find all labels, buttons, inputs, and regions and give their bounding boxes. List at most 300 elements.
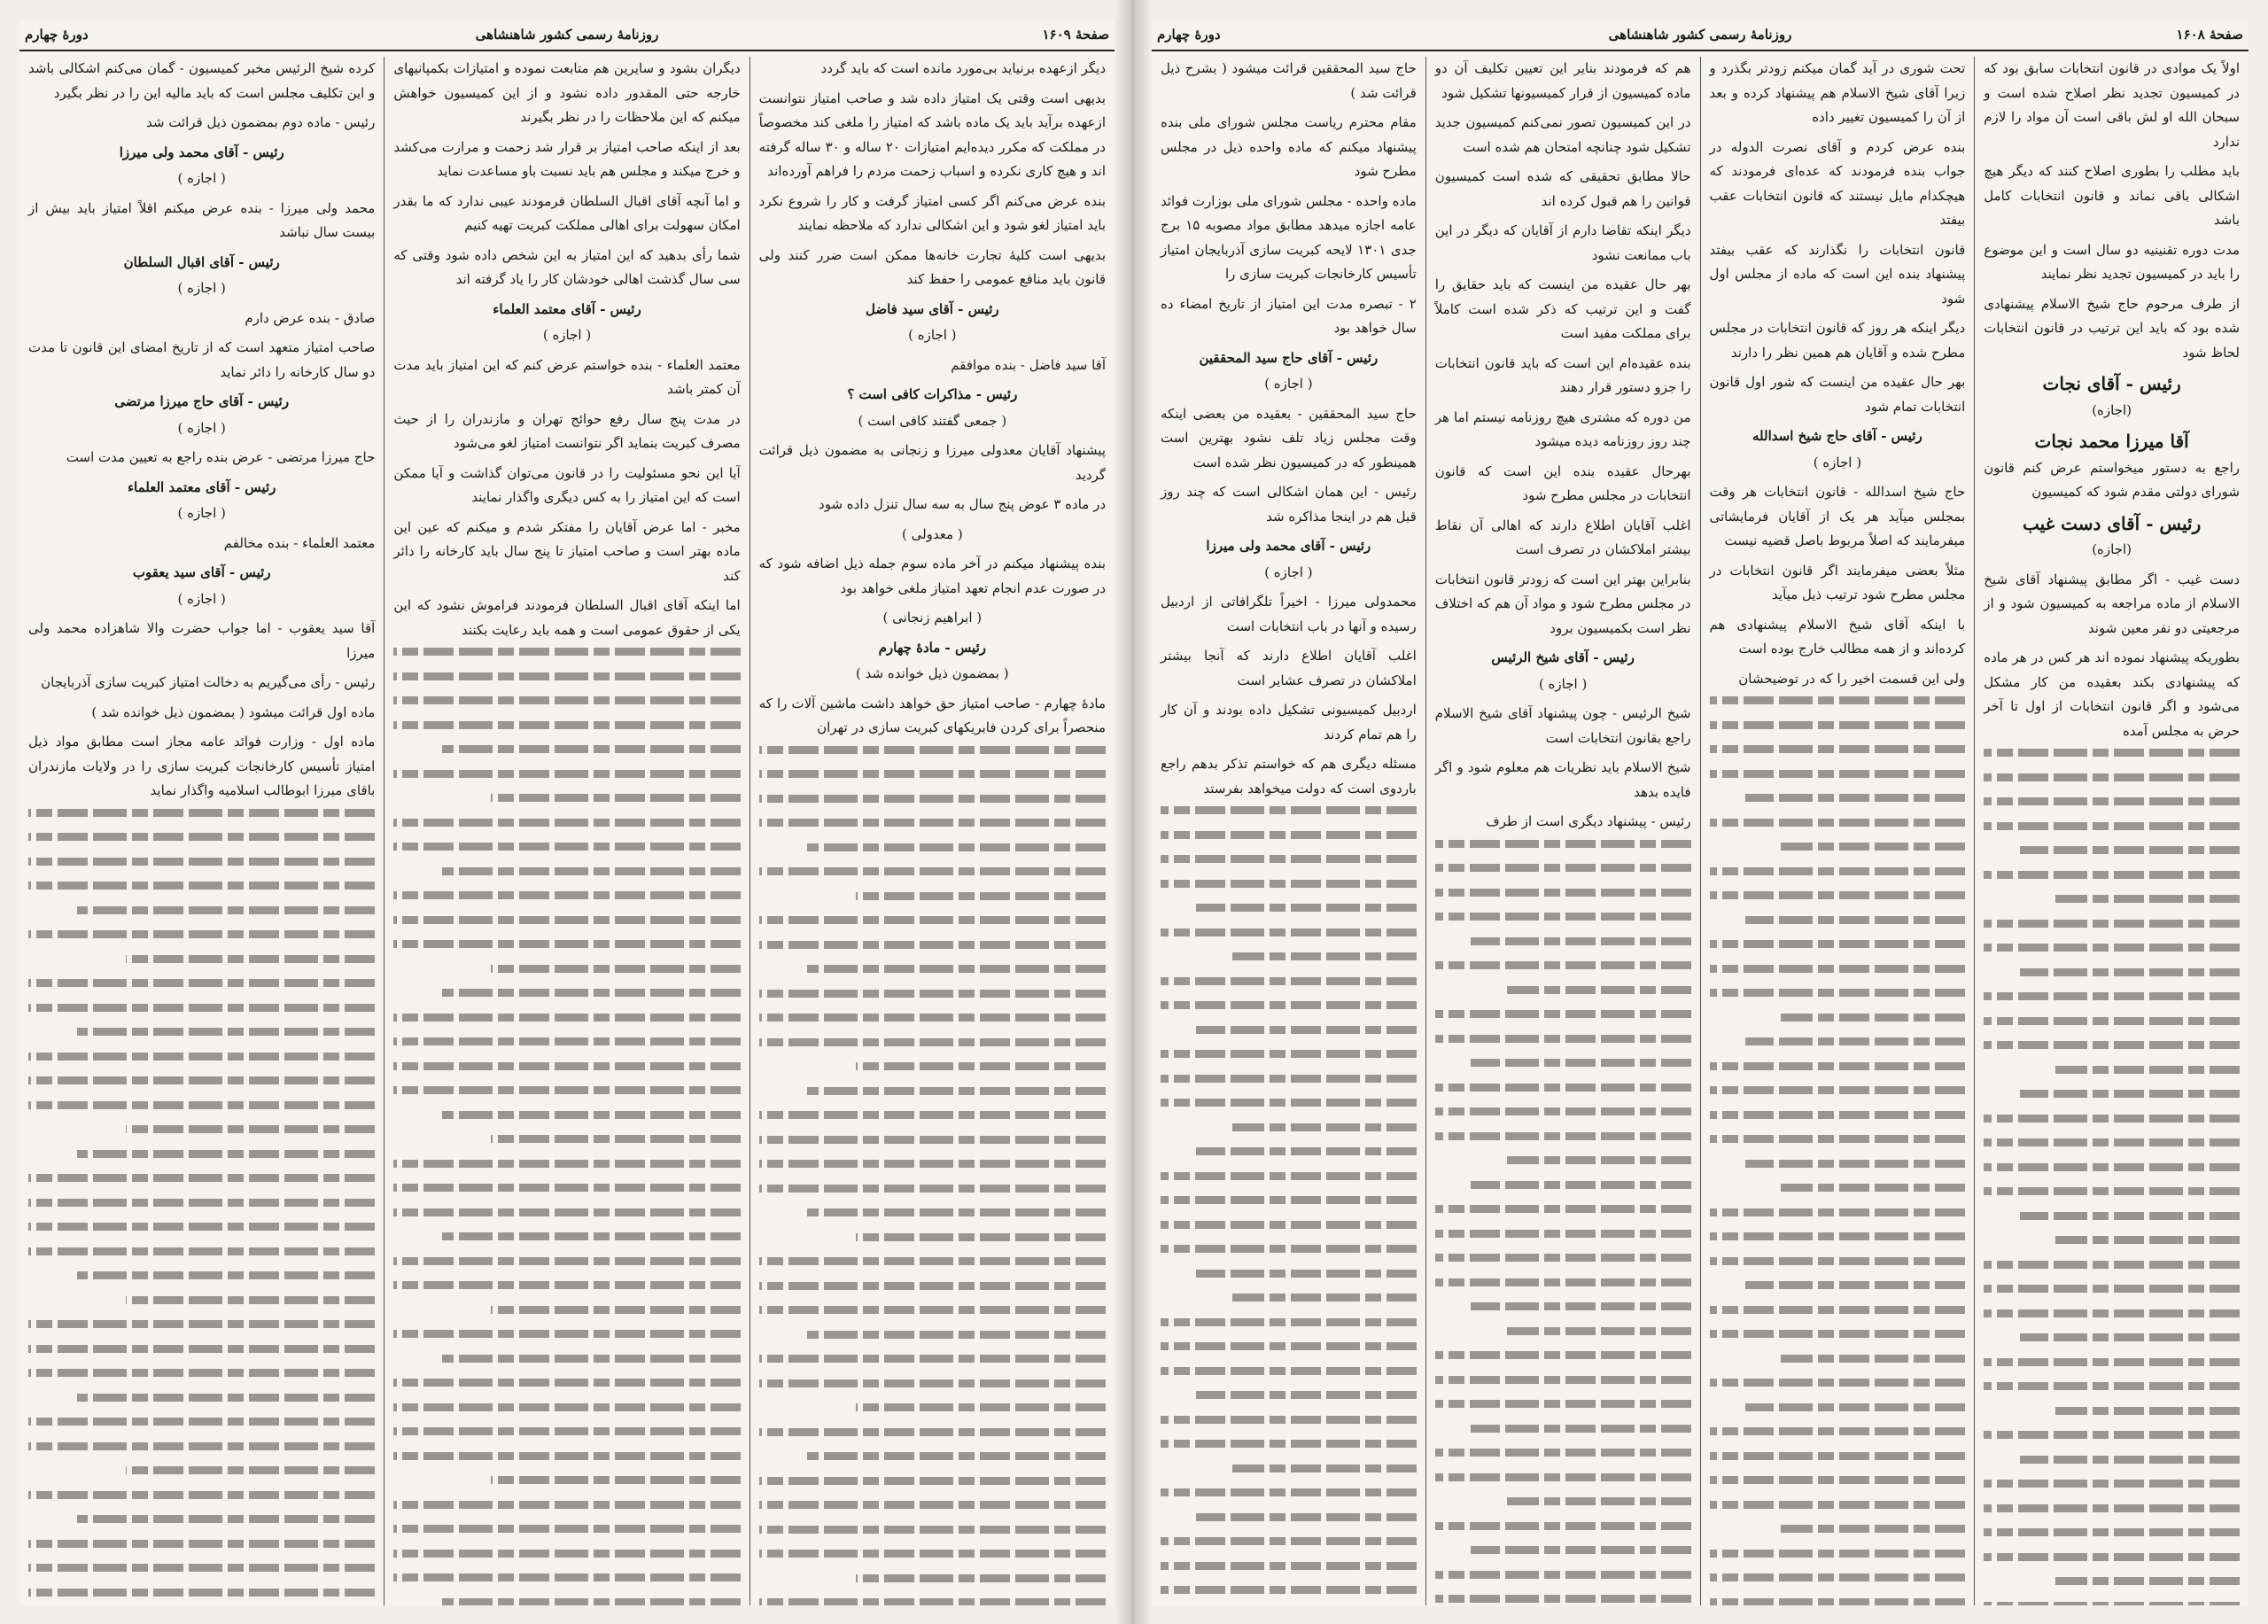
permission-note: ( جمعی گفتند کافی است )	[858, 412, 1007, 429]
print-line-texture	[1745, 916, 1965, 924]
print-line-texture	[1984, 1017, 2240, 1025]
print-line-texture	[1710, 1427, 1966, 1435]
print-line-texture	[1161, 1050, 1417, 1058]
page-gutter	[1115, 0, 1152, 1624]
print-line-texture	[77, 1394, 376, 1402]
print-line-texture	[759, 819, 1106, 827]
right-page-columns	[1152, 57, 2249, 1605]
print-line-texture	[1161, 1099, 1417, 1107]
paragraph: قانون انتخابات را نگذارند که عقب بیفتد پیشنهاد بنده این است که ماده از مجلس اول شود	[1709, 241, 1966, 307]
print-line-texture	[759, 1379, 1106, 1387]
print-line-texture	[1435, 961, 1691, 969]
print-line-texture	[1161, 929, 1417, 936]
right-page-header	[1152, 19, 2249, 51]
print-line-texture	[759, 770, 1106, 778]
print-line-texture	[442, 1111, 741, 1119]
print-line-texture	[1710, 1232, 1966, 1240]
print-line-texture	[393, 696, 740, 704]
print-line-texture	[2020, 1212, 2240, 1220]
newspaper-title: روزنامهٔ رسمی کشور شاهنشاهی	[475, 27, 659, 43]
print-line-texture	[1507, 1156, 1691, 1164]
print-line-texture	[393, 672, 740, 680]
print-line-texture	[1745, 1281, 1965, 1289]
print-line-texture	[28, 1442, 375, 1450]
print-line-texture	[393, 1550, 740, 1558]
print-line-texture	[1984, 920, 2240, 928]
print-line-texture	[1435, 1522, 1691, 1530]
print-line-texture	[1710, 1501, 1966, 1509]
paragraph: مثلاً بعضی میفرمایند اگر قانون انتخابات در مجلس مطرح شود ترتیب ذیل میآید	[1709, 562, 1966, 602]
print-line-texture	[1161, 1416, 1417, 1424]
print-line-texture	[28, 1369, 375, 1377]
print-line-texture	[1745, 1403, 1965, 1411]
newspaper-title: روزنامهٔ رسمی کشور شاهنشاهی	[1608, 27, 1792, 43]
print-line-texture	[393, 1525, 740, 1533]
text-column	[1152, 57, 1425, 1605]
period-label: دورهٔ چهارم	[1157, 27, 1221, 43]
print-line-texture	[491, 794, 741, 802]
speaker-heading: رئیس - آقای اقبال السلطان	[123, 253, 280, 270]
print-line-texture	[1196, 1513, 1416, 1521]
print-line-texture	[759, 746, 1106, 754]
paragraph: با اینکه آقای شیخ الاسلام پیشنهادی هم کرده‌اند و از همه مطالب خارج بوده است	[1709, 616, 1966, 657]
paragraph: هم که فرمودند بنایر این تعیین تکلیف آن دو ماده کمیسیون از قرار کمیسیونها تشکیل شود	[1434, 60, 1691, 101]
paragraph: حالا مطابق تحقیقی که شده است کمیسیون قوانین را هم قبول کرده اند	[1434, 168, 1691, 209]
left-page	[19, 19, 1115, 1605]
print-line-texture	[1161, 1318, 1417, 1326]
paragraph: مقام محترم ریاست مجلس شورای ملی بنده پیشنهاد میکنم که ماده واحده ذیل در مجلس مطرح شود	[1161, 114, 1417, 179]
print-line-texture	[393, 843, 740, 851]
print-line-texture	[759, 795, 1106, 803]
print-line-texture	[1984, 992, 2240, 1000]
paragraph: بهرحال عقیده بنده این است که قانون انتخابات در مجلس مطرح شود	[1434, 462, 1691, 503]
print-line-texture	[1710, 1306, 1966, 1314]
paragraph: حاج شیخ اسدالله - قانون انتخابات هر وقت بمجلس میآید هر یک از آقایان فرمایشاتی میفرمایند که اصلاً مربوط باصل قضیه نیست	[1709, 484, 1966, 548]
speaker-heading: رئیس - آقای حاج سید المحققین	[1199, 349, 1379, 366]
print-line-texture	[856, 1233, 1106, 1241]
speaker-heading: رئیس - آقای معتمد العلماء	[127, 478, 276, 495]
paragraph: دست غیب - اگر مطابق پیشنهاد آقای شیخ الاسلام از ماده مراجعه به کمیسیون شود و از مرجعیتی دو نفر معین شوند	[1984, 571, 2240, 636]
paragraph: بنده پیشنهاد میکنم در آخر ماده سوم جمله ذیل اضافه شود که در صورت عدم انجام تعهد امتیاز ملغی خواهد بود	[758, 556, 1106, 596]
print-line-texture	[1161, 806, 1417, 814]
print-line-texture	[759, 867, 1106, 875]
paragraph: رئیس - پیشنهاد دیگری است از طرف	[1486, 813, 1691, 829]
print-line-texture	[393, 1501, 740, 1509]
print-line-texture	[442, 867, 741, 875]
print-line-texture	[1435, 1400, 1691, 1408]
speaker-heading: رئیس - آقای شیخ الرئیس	[1491, 649, 1635, 665]
print-line-texture	[393, 648, 740, 656]
paragraph: بعد از اینکه صاحب امتیاز بر قرار شد زحمت و مرارت می‌کشد و خرج میکند و مجلس هم باید نسبت باو مساعدت نماید	[393, 138, 741, 179]
print-line-texture	[77, 1150, 376, 1158]
print-line-texture	[28, 930, 375, 938]
print-line-texture	[1710, 989, 1966, 997]
paragraph: بنده عقیده‌ام این است که باید قانون انتخابات را جزو دستور قرار دهند	[1434, 354, 1691, 395]
print-line-texture	[1232, 1294, 1417, 1302]
print-line-texture	[1161, 977, 1417, 985]
paragraph: صاحب امتیاز متعهد است که از تاریخ امضای این قانون تا مدت دو سال کارخانه را دائر نماید	[28, 339, 376, 380]
print-line-texture	[1435, 1010, 1691, 1018]
print-line-texture	[759, 1257, 1106, 1265]
print-line-texture	[2055, 1066, 2240, 1074]
paragraph: بنابراین بهتر این است که زودتر قانون انتخابات در مجلس مطرح شود و مواد آن هم که اختلاف نظر است بکمیسیون برود	[1434, 571, 1691, 636]
print-line-texture	[393, 819, 740, 827]
print-line-texture	[28, 1223, 375, 1231]
print-line-texture	[2055, 895, 2240, 903]
print-line-texture	[393, 916, 740, 924]
print-line-texture	[1161, 831, 1417, 839]
paragraph: آیا این نحو مسئولیت را در قانون می‌توان گذاشت و آیا ممکن است که این امتیاز را به کس دیگری واگذار نمایند	[393, 464, 741, 505]
paragraph: باید مطلب را بطوری اصلاح کنند که دیگر هیچ اشکالی باقی نماند و قانون انتخابات کامل باشد	[1984, 163, 2240, 228]
paragraph: معتمد العلماء - بنده خواستم عرض کنم که این امتیاز باید مدت آن کمتر باشد	[393, 356, 741, 397]
print-line-texture	[1710, 745, 1966, 753]
print-line-texture	[393, 891, 740, 899]
print-line-texture	[442, 1232, 741, 1240]
print-line-texture	[807, 843, 1106, 851]
print-line-texture	[393, 1281, 740, 1289]
paragraph: دیگر اینکه هر روز که قانون انتخابات در مجلس مطرح شده و آقایان هم همین نظر را دارند	[1709, 320, 1966, 361]
paragraph: بدیهی است کلیهٔ تجارت خانه‌ها ممکن است ضرر کنند ولی قانون باید منافع عمومی را حفظ کند	[758, 246, 1106, 287]
print-line-texture	[1435, 913, 1691, 921]
paragraph: بهر حال عقیده من اینست که باید حقایق را گفت و این ترتیب که ذکر شده است کاملاً برای مملکت مفید است	[1434, 276, 1691, 341]
permission-note: ( اجازه )	[177, 280, 226, 296]
print-line-texture	[1710, 1452, 1966, 1460]
speaker-heading: رئیس - آقای سید فاضل	[866, 300, 999, 317]
text-column	[1974, 57, 2249, 1605]
print-line-texture	[393, 940, 740, 948]
paragraph: اغلب آقایان اطلاع دارند که اهالی آن نقاط بیشتر املاکشان در تصرف است	[1434, 517, 1691, 557]
permission-note: (اجازه)	[2092, 541, 2132, 557]
paragraph: مدت دوره تقنینیه دو سال است و این موضوع را باید در کمیسیون تجدید نظر نمایند	[1984, 241, 2240, 282]
print-line-texture	[28, 1004, 375, 1012]
paragraph: آقا سید یعقوب - اما جواب حضرت والا شاهزاده محمد ولی میرزا	[28, 620, 376, 661]
print-line-texture	[77, 1028, 376, 1036]
print-line-texture	[1984, 1504, 2240, 1512]
print-line-texture	[1161, 880, 1417, 888]
print-line-texture	[1196, 1147, 1416, 1155]
print-line-texture	[1161, 1172, 1417, 1180]
print-line-texture	[1745, 1037, 1965, 1045]
permission-note: ( اجازه )	[177, 170, 226, 186]
permission-note: ( اجازه )	[177, 419, 226, 436]
print-line-texture	[1984, 1309, 2240, 1317]
permission-note: ( اجازه )	[177, 590, 226, 607]
paragraph: رئیس - ماده دوم بمضمون ذیل قرائت شد	[146, 114, 376, 130]
print-line-texture	[759, 1038, 1106, 1046]
print-line-texture	[1161, 1001, 1417, 1009]
paragraph: دیگر ازعهده برنیاید بی‌مورد مانده است که باید گردد	[820, 60, 1106, 76]
print-line-texture	[1161, 1440, 1417, 1448]
speaker-heading: رئیس - آقای حاج شیخ اسدالله	[1752, 428, 1922, 444]
speaker-heading: رئیس - مادهٔ چهارم	[878, 639, 987, 656]
right-page	[1152, 19, 2249, 1605]
print-line-texture	[1161, 855, 1417, 863]
print-line-texture	[2020, 846, 2240, 854]
print-line-texture	[759, 916, 1106, 924]
print-line-texture	[1435, 1376, 1691, 1384]
print-line-texture	[1232, 1465, 1417, 1472]
print-line-texture	[2055, 1577, 2240, 1585]
text-column	[1700, 57, 1975, 1605]
print-line-texture	[1984, 1163, 2240, 1171]
print-line-texture	[28, 1564, 375, 1572]
print-line-texture	[393, 1427, 740, 1435]
print-line-texture	[1435, 1278, 1691, 1286]
print-line-texture	[759, 1111, 1106, 1119]
left-page-columns	[19, 57, 1115, 1605]
print-line-texture	[393, 1257, 740, 1265]
print-line-texture	[1710, 819, 1966, 827]
paragraph: مسئله دیگری هم که خواستم تذکر بدهم راجع باردوی است که دولت میخواهد بفرستد	[1161, 756, 1417, 796]
print-line-texture	[1232, 1123, 1417, 1131]
print-line-texture	[1161, 1196, 1417, 1204]
print-line-texture	[1984, 749, 2240, 757]
print-line-texture	[759, 1136, 1106, 1144]
print-line-texture	[77, 1271, 376, 1279]
left-page-header	[19, 19, 1115, 51]
print-line-texture	[1435, 1254, 1691, 1262]
paragraph: محمدولی میرزا - اخیراً تلگرافاتی از اردبیل رسیده و آنها در باب انتخابات است	[1161, 594, 1417, 634]
print-line-texture	[1507, 1327, 1691, 1335]
print-line-texture	[28, 833, 375, 841]
print-line-texture	[393, 1086, 740, 1094]
print-line-texture	[807, 1087, 1106, 1095]
print-line-texture	[1161, 1367, 1417, 1375]
print-line-texture	[1984, 1187, 2240, 1195]
print-line-texture	[1745, 794, 1965, 802]
print-line-texture	[759, 1598, 1106, 1605]
paragraph: مخبر - اما عرض آقایان را مفتکر شدم و میکنم که عین این ماده بهتر است و صاحب امتیاز تا پنج سال باید کارخانه را دائر کند	[393, 518, 741, 584]
print-line-texture	[1984, 1480, 2240, 1488]
permission-note: (اجازه)	[2092, 401, 2132, 418]
print-line-texture	[1984, 1261, 2240, 1269]
print-line-texture	[393, 1062, 740, 1070]
print-line-texture	[1984, 1528, 2240, 1536]
print-line-texture	[1161, 1221, 1417, 1229]
paragraph: ماده اول - وزارت فوائد عامه مجاز است مطابق مواد ذیل امتیاز تأسیس کارخانجات کبریت سازی را در ولایات مازندران باقای میرزا ابوطالب اسلامیه واگذار نماید	[28, 734, 376, 798]
paragraph: ولی این قسمت اخیر را که در توضیحشان	[1738, 670, 1966, 687]
page-number: صفحهٔ ۱۶۰۸	[2176, 27, 2243, 43]
print-line-texture	[28, 1320, 375, 1328]
speaker-heading: رئیس - آقای محمد ولی میرزا	[119, 144, 284, 160]
print-line-texture	[1435, 1035, 1691, 1043]
print-line-texture	[126, 1296, 376, 1304]
print-line-texture	[2055, 1407, 2240, 1415]
paragraph: بنده عرض کردم و آقای نصرت الدوله در جواب بنده فرمودند که عده‌ای فرمودند که هیچکدام مایل نیستند که قانون انتخابات عقب بیفتد	[1709, 138, 1966, 228]
print-line-texture	[759, 1428, 1106, 1436]
paragraph: بطوریکه پیشنهاد نموده اند هر کس در هر ماده که پیشنهادی بکند بعقیده من کار مشکل می‌شود و اگر قانون انتخابات از اول تا آخر حرض به مجلس آمده	[1984, 649, 2240, 739]
print-line-texture	[393, 1452, 740, 1460]
print-line-texture	[1435, 1107, 1691, 1115]
text-column	[750, 57, 1115, 1605]
print-line-texture	[28, 1345, 375, 1353]
print-line-texture	[856, 1574, 1106, 1582]
print-line-texture	[1471, 1059, 1690, 1067]
print-line-texture	[1984, 1358, 2240, 1366]
paragraph: تحت شوری در آید گمان میکنم زودتر بگذرد و زیرا آقای شیخ الاسلام هم پیشنهاد کرده و بعد از آن را کمیسیون تغییر داده	[1709, 60, 1966, 125]
permission-note: ( ابراهیم زنجانی )	[882, 610, 983, 626]
speaker-heading: رئیس - آقای سید یعقوب	[132, 564, 271, 580]
print-line-texture	[1710, 1573, 1966, 1581]
print-line-texture	[442, 989, 741, 997]
paragraph: شما رأی بدهید که این امتیاز به این شخص داده شود وقتی که سی سال گذشت اهالی خودشان کار را یاد گرفته اند	[393, 246, 741, 287]
page-number: صفحهٔ ۱۶۰۹	[1042, 27, 1109, 43]
print-line-texture	[28, 1247, 375, 1255]
print-line-texture	[1710, 1379, 1966, 1387]
print-line-texture	[1435, 889, 1691, 897]
print-line-texture	[759, 1306, 1106, 1314]
print-line-texture	[28, 809, 375, 817]
paragraph: دیگر اینکه تقاضا دارم از آقایان که دیگر در این باب ممانعت نشود	[1434, 222, 1691, 263]
print-line-texture	[1435, 1473, 1691, 1481]
paragraph: بنده عرض می‌کنم اگر کسی امتیاز گرفت و کار را شروع نکرد باید امتیاز لغو شود و این اشکالی ندارد که ملاحظه نمایند	[758, 192, 1106, 233]
paragraph: بدیهی است وقتی یک امتیاز داده شد و صاحب امتیاز نتوانست ازعهده برآید باید یک ماده باشد که امتیاز را ملغی کند مخصوصاً در مملکت که مکرر دیده‌ایم امتیازات ۲۰ ساله و ۳۰ ساله گرفته اند و هیچ کاری نکرده و اسباب زحمت مردم را فراهم آورده‌اند	[758, 89, 1106, 179]
print-line-texture	[393, 1037, 740, 1045]
paragraph: حاج میرزا مرتضی - عرض بنده راجع به تعیین مدت است	[66, 449, 376, 465]
print-line-texture	[1710, 1135, 1966, 1143]
print-line-texture	[1710, 867, 1966, 875]
permission-note: ( اجازه )	[1813, 454, 1862, 470]
paragraph: در ماده ۳ عوض پنج سال به سه سال تنزل داده شود	[819, 496, 1106, 512]
print-line-texture	[1196, 1026, 1416, 1034]
print-line-texture	[28, 1101, 375, 1109]
print-line-texture	[28, 1540, 375, 1548]
paragraph: دیگران بشود و سایرین هم متابعت نموده و امتیازات بکمپانیهای خارجه حتی المقدور داده نشود و از این کمیسیون خواهش میکنم که این ملاحظات را در نظر بگیرند	[393, 60, 741, 125]
print-line-texture	[1710, 891, 1966, 899]
print-line-texture	[77, 1515, 376, 1523]
print-line-texture	[28, 1491, 375, 1499]
print-line-texture	[1984, 797, 2240, 805]
paragraph: معتمد العلماء - بنده مخالفم	[223, 534, 376, 551]
paragraph: شیخ الاسلام باید نظریات هم معلوم شود و اگر فایده بدهد	[1434, 759, 1691, 800]
print-line-texture	[759, 1501, 1106, 1509]
text-column	[19, 57, 384, 1605]
print-line-texture	[1984, 1382, 2240, 1390]
print-line-texture	[1232, 952, 1417, 960]
print-line-texture	[393, 1014, 740, 1022]
permission-note: ( اجازه )	[1264, 376, 1313, 392]
print-line-texture	[1196, 1391, 1416, 1399]
print-line-texture	[1435, 1571, 1691, 1579]
print-line-texture	[759, 1160, 1106, 1168]
print-line-texture	[28, 1418, 375, 1426]
print-line-texture	[126, 1125, 376, 1133]
print-line-texture	[1435, 864, 1691, 872]
print-line-texture	[1710, 770, 1966, 778]
text-column	[384, 57, 749, 1605]
print-line-texture	[1710, 1257, 1966, 1265]
print-line-texture	[1984, 871, 2240, 879]
print-line-texture	[1745, 1160, 1965, 1168]
print-line-texture	[28, 1076, 375, 1084]
print-line-texture	[393, 1160, 740, 1168]
print-line-texture	[1984, 773, 2240, 781]
print-line-texture	[807, 965, 1106, 973]
print-line-texture	[393, 1208, 740, 1216]
print-line-texture	[1435, 1449, 1691, 1457]
print-line-texture	[1161, 1488, 1417, 1496]
print-line-texture	[28, 979, 375, 987]
paragraph: از طرف مرحوم حاج شیخ الاسلام پیشنهادی شده بود که باید این ترتیب در قانون انتخابات لحاظ شود	[1984, 295, 2240, 361]
print-line-texture	[1710, 1111, 1966, 1119]
print-line-texture	[1781, 1014, 1965, 1022]
print-line-texture	[759, 1355, 1106, 1363]
print-line-texture	[1710, 721, 1966, 729]
print-line-texture	[759, 1550, 1106, 1558]
paragraph: اولاً یک موادی در قانون انتخابات سابق بود که در کمیسیون تجدید نظر اصلاح شده است و سبحان الله او لش باقی است آن مواد را لازم ندارد	[1984, 60, 2240, 150]
print-line-texture	[1710, 940, 1966, 948]
paragraph: راجع به دستور میخواستم عرض کنم قانون شورای دولتی مقدم شود که کمیسیون	[1984, 459, 2240, 500]
paragraph: آقا سید فاضل - بنده موافقم	[951, 356, 1106, 373]
print-line-texture	[28, 1589, 375, 1597]
paragraph: حاج سید المحققین قرائت میشود ( بشرح ذیل قرائت شد )	[1161, 60, 1417, 101]
print-line-texture	[807, 1208, 1106, 1216]
print-line-texture	[1781, 1525, 1965, 1533]
speaker-heading: آقا میرزا محمد نجات	[2034, 431, 2189, 452]
print-line-texture	[1781, 1184, 1965, 1192]
print-line-texture	[1471, 1425, 1690, 1433]
print-line-texture	[1984, 1115, 2240, 1123]
print-line-texture	[1435, 1132, 1691, 1140]
print-line-texture	[126, 1466, 376, 1474]
print-line-texture	[442, 1598, 741, 1606]
print-line-texture	[1710, 1330, 1966, 1338]
speaker-heading: رئیس - آقای معتمد العلماء	[493, 300, 641, 317]
print-line-texture	[1710, 1086, 1966, 1094]
print-line-texture	[393, 1403, 740, 1411]
paragraph: و اما آنچه آقای اقبال السلطان فرمودند عیبی ندارد که ما بقدر امکان سهولت برای اهالی مملکت کبریت تهیه کنیم	[393, 192, 741, 233]
paragraph: ماده واحده - مجلس شورای ملی بوزارت فوائد عامه اجازه میدهد مطابق مواد مصوبه ۱۵ برج جدی ۱۳۰۱ لایحه کبریت سازی آذربایجان امتیاز تأسیس کارخانجات کبریت سازی را	[1161, 192, 1417, 282]
paragraph: صادق - بنده عرض دارم	[245, 309, 376, 326]
print-line-texture	[491, 1306, 741, 1314]
print-line-texture	[1435, 1351, 1691, 1359]
print-line-texture	[1984, 1285, 2240, 1293]
paragraph: رئیس - این همان اشکالی است که چند روز قبل هم در اینجا مذاکره شد	[1161, 484, 1417, 524]
print-line-texture	[28, 1199, 375, 1207]
print-line-texture	[1435, 1205, 1691, 1213]
print-line-texture	[1710, 1550, 1966, 1558]
print-line-texture	[1984, 1431, 2240, 1439]
paragraph: در مدت پنج سال رفع حوائج تهران و مازندران را از حیث مصرف کبریت بنماید اگر نتوانست امتیاز لغو می‌شود	[393, 410, 741, 451]
print-line-texture	[77, 906, 376, 914]
print-line-texture	[2020, 1090, 2240, 1098]
permission-note: ( معدولی )	[901, 525, 963, 542]
print-line-texture	[2020, 1456, 2240, 1464]
paragraph: حاج سید المحققین - بعقیده من بعضی اینکه وقت مجلس زیاد تلف نشود بهترین است همینطور که در کمیسیون نظر شده است	[1161, 405, 1417, 470]
print-line-texture	[1435, 1230, 1691, 1238]
print-line-texture	[1710, 1062, 1966, 1070]
print-line-texture	[1984, 944, 2240, 952]
print-line-texture	[442, 1355, 741, 1363]
print-line-texture	[1435, 1084, 1691, 1092]
speaker-heading: رئیس - آقای دست غیب	[2023, 512, 2202, 534]
print-line-texture	[1471, 937, 1690, 945]
print-line-texture	[759, 941, 1106, 949]
permission-note: ( اجازه )	[1264, 563, 1313, 580]
print-line-texture	[759, 1014, 1106, 1022]
print-line-texture	[759, 1477, 1106, 1485]
print-line-texture	[393, 1184, 740, 1192]
print-line-texture	[759, 1185, 1106, 1193]
print-line-texture	[1196, 904, 1416, 912]
print-line-texture	[856, 1403, 1106, 1411]
paragraph: محمد ولی میرزا - بنده عرض میکنم اقلاً امتیاز باید بیش از بیست سال نباشد	[28, 199, 376, 240]
print-line-texture	[1781, 1355, 1965, 1363]
print-line-texture	[1471, 1546, 1690, 1554]
print-line-texture	[1161, 1342, 1417, 1350]
print-line-texture	[856, 1062, 1106, 1070]
permission-note: ( اجازه )	[908, 327, 957, 343]
